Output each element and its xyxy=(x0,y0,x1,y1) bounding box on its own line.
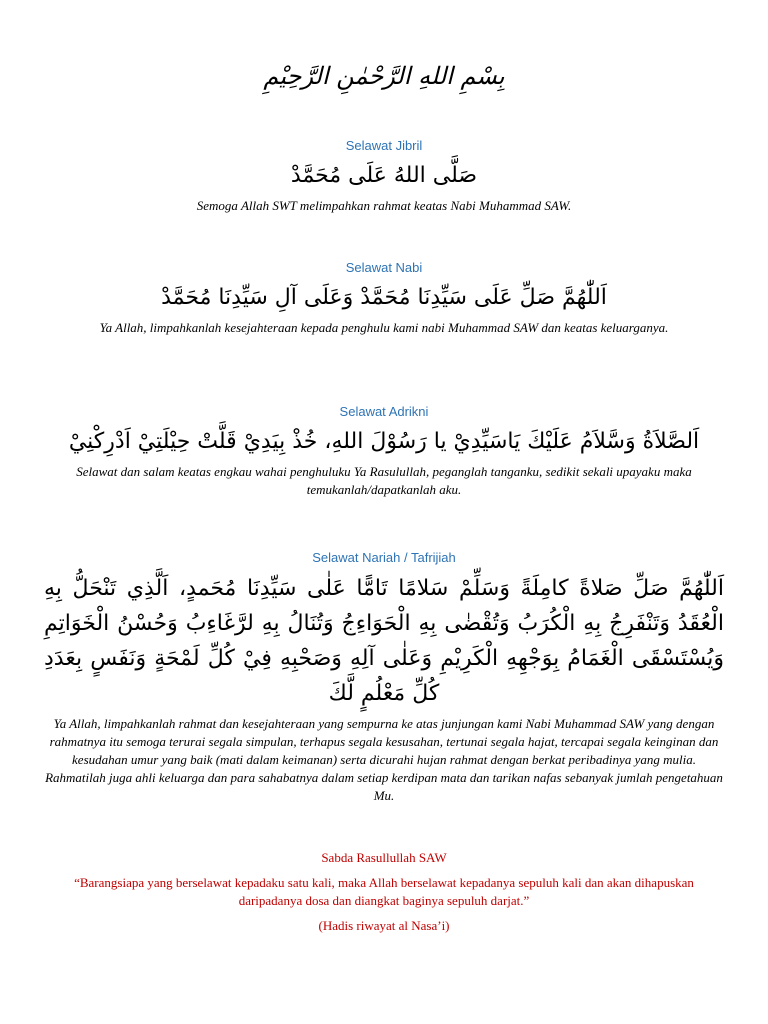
section-selawat-nabi xyxy=(44,260,724,337)
translation-text: Ya Allah, limpahkanlah rahmat dan kesejahteraan yang sempurna ke atas junjungan kami Nabi Muhammad SAW yang dengan rahmatnya itu semoga terurai segala simpulan, terhapus segala kesusahan, tertunai segala hajat, tercapai segala keinginan dan kesudahan umur yang baik (mati dalam keimanan) serta dicurahi hujan rahmat dengan berkat peribadinya yang mulia. Rahmatilah juga ahli keluarga dan para sahabatnya dalam setiap kerdipan mata dan tarikan nafas sebanyak jumlah pengetahuan Mu. xyxy=(45,716,723,803)
sabda-quote: “Barangsiapa yang berselawat kepadaku satu kali, maka Allah berselawat kepadanya sepuluh kali dan akan dihapuskan daripadanya dosa dan diangkat baginya sepuluh darjat.” xyxy=(74,875,694,908)
section-selawat-nariah xyxy=(44,550,724,805)
arabic-text: اَللّٰهُمَّ صَلِّ صَلاةً كامِلَةً وَسَلِّمْ سَلامًا تَامًّا عَلٰى سَيِّدِنَا مُحَمدٍ، اَلَّذِي تَنْحَلُّ بِهِ الْعُقَدُ وَتَنْفَرِجُ بِهِ الْكُرَبُ وَتُقْضٰى بِهِ الْحَوَاءِجُ وَتُنَالُ بِهِ لرَّغَاءِبُ وَحُسْنُ الْخَوَاتِمِ وَيُسْتَسْقَى الْغَمَامُ بِوَجْهِهِ الْكَرِيْمِ وَعَلٰى آلِهِ وَصَحْبِهِ فِيْ كُلِّ لَمْحَةٍ وَنَفَسٍ بِعَدَدِ كُلِّ مَعْلُمٍ لَّكَ xyxy=(44,576,724,706)
basmala-calligraphy: بِسْمِ اللهِ الرَّحْمٰنِ الرَّحِيْمِ xyxy=(263,62,505,90)
section-selawat-jibril xyxy=(44,138,724,215)
section-heading: Selawat Jibril xyxy=(345,138,423,153)
translation-text: Selawat dan salam keatas engkau wahai penghuluku Ya Rasulullah, peganglah tanganku, sedikit sekali upayaku maka temukanlah/dapatkanlah aku. xyxy=(76,464,692,497)
section-heading: Selawat Nabi xyxy=(345,260,423,275)
arabic-text: صَلَّى اللهُ عَلَى مُحَمَّدْ xyxy=(290,163,478,188)
section-heading: Selawat Nariah / Tafrijiah xyxy=(312,550,456,565)
translation-text: Semoga Allah SWT melimpahkan rahmat keatas Nabi Muhammad SAW. xyxy=(196,198,572,213)
sabda-title: Sabda Rasullullah SAW xyxy=(321,850,447,865)
sabda-source: (Hadis riwayat al Nasa’i) xyxy=(318,918,450,933)
section-sabda xyxy=(44,850,724,934)
translation-text: Ya Allah, limpahkanlah kesejahteraan kepada penghulu kami nabi Muhammad SAW dan keatas keluarganya. xyxy=(99,320,669,335)
arabic-text: اَللّٰهُمَّ صَلِّ عَلَى سَيِّدِنَا مُحَمَّدْ وَعَلَى آلِ سَيِّدِنَا مُحَمَّدْ xyxy=(161,285,607,310)
section-selawat-adrikni xyxy=(44,404,724,499)
arabic-text: اَلصَّلاَةُ وَسَّلاَمُ عَلَيْكَ يَاسَيِّدِيْ يا رَسُوْلَ اللهِ، خُذْ بِيَدِيْ قَلَّتْ حِيْلَتِيْ اَدْرِكْنِيْ xyxy=(68,429,700,454)
section-heading: Selawat Adrikni xyxy=(339,404,429,419)
